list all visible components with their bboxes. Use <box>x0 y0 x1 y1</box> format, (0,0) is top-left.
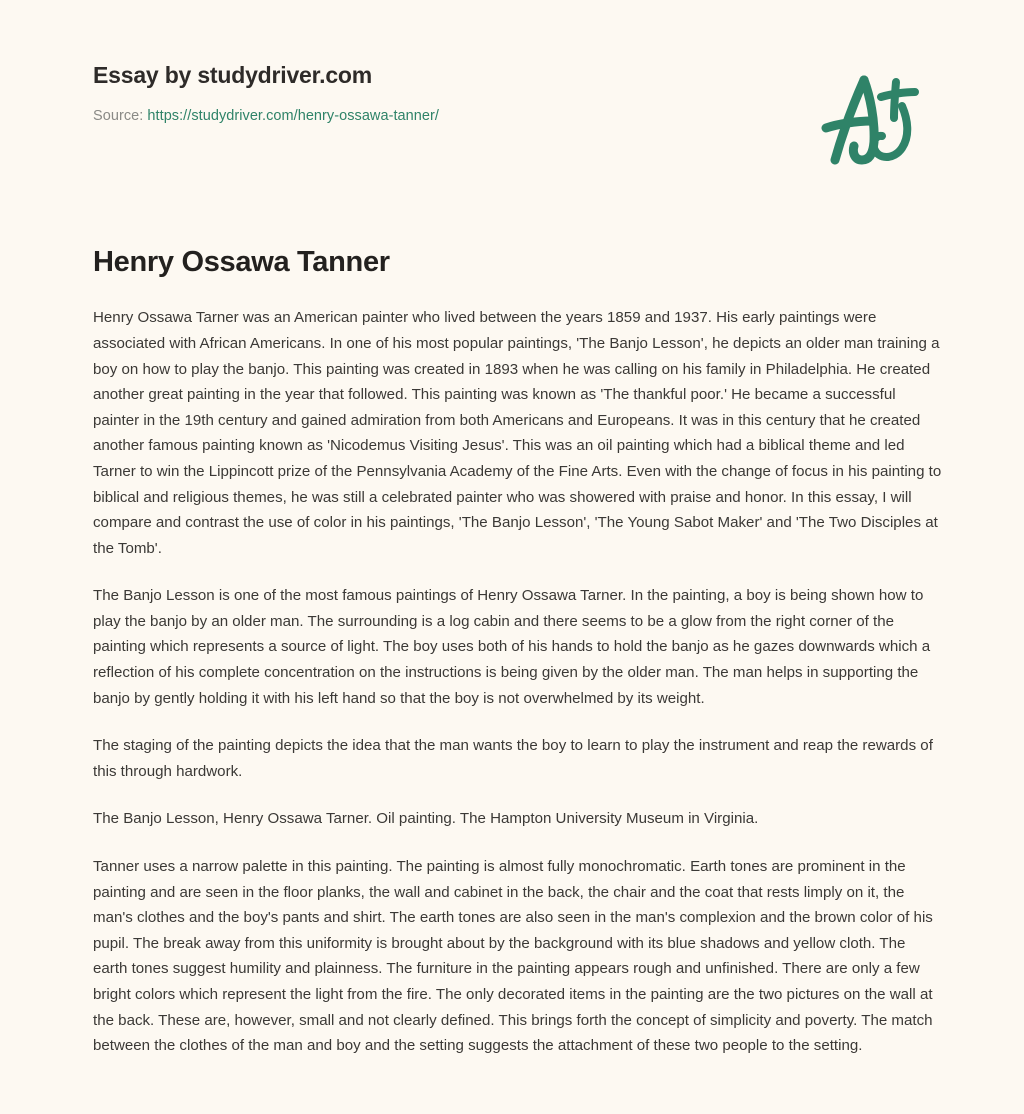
brand-heading: Essay by studydriver.com <box>93 62 373 88</box>
source-label: Source: <box>93 107 144 124</box>
a-plus-logo <box>812 68 932 172</box>
article-body <box>93 305 943 1058</box>
article <box>93 246 943 1059</box>
article-paragraph: Henry Ossawa Tarner was an American painter who lived between the years 1859 and 1937. His early paintings were associated with African Americans. In one of his most popular paintings, 'The Banjo Lesson', he depicts an older man training a boy on how to play the banjo. This painting was created in 1893 when he was calling on his family in Philadelphia. He created another great painting in the year that followed. This painting was known as 'The thankful poor.' He became a successful painter in the 19th century and gained admiration from both Americans and Europeans. It was in this century that he created another famous painting known as 'Nicodemus Visiting Jesus'. This was an oil painting which had a biblical theme and led Tarner to win the Lippincott prize of the Pennsylvania Academy of the Fine Arts. Even with the change of focus in his painting to biblical and religious themes, he was still a celebrated painter who was showered with praise and honor. In this essay, I will compare and contrast the use of color in his paintings, 'The Banjo Lesson', 'The Young Sabot Maker' and 'The Two Disciples at the Tomb'. <box>93 309 942 557</box>
a-plus-logo-icon <box>812 68 932 172</box>
article-paragraph: The staging of the painting depicts the idea that the man wants the boy to learn to play the instrument and reap the rewards of this through hardwork. <box>93 737 933 780</box>
page-title: Henry Ossawa Tanner <box>93 246 390 278</box>
article-paragraph: Tanner uses a narrow palette in this painting. The painting is almost fully monochromatic. Earth tones are prominent in the painting and are seen in the floor planks, the wall and cabinet in the back, the chair and the coat that rests limply on it, the man's clothes and the boy's pants and shirt. The earth tones are also seen in the man's complexion and the brown color of his pupil. The break away from this uniformity is brought about by the background with its blue shadows and yellow cloth. The earth tones suggest humility and plainness. The furniture in the painting appears rough and unfinished. There are only a few bright colors which represent the light from the fire. The only decorated items in the painting are the two pictures on the wall at the back. These are, however, small and not clearly defined. This brings forth the concept of simplicity and poverty. The match between the clothes of the man and boy and the setting suggests the attachment of these two people to the setting. <box>93 858 933 1055</box>
article-caption: The Banjo Lesson, Henry Ossawa Tarner. Oil painting. The Hampton University Museum in Virginia. <box>93 810 759 828</box>
article-paragraph: The Banjo Lesson is one of the most famous paintings of Henry Ossawa Tarner. In the painting, a boy is being shown how to play the banjo by an older man. The surrounding is a log cabin and there seems to be a glow from the right corner of the painting which represents a source of light. The boy uses both of his hands to hold the banjo as he gazes downwards which a reflection of his complete concentration on the instructions is being given by the older man. The man helps in supporting the banjo by gently holding it with his left hand so that the boy is not overwhelmed by its weight. <box>93 587 931 707</box>
source-url-link[interactable]: https://studydriver.com/henry-ossawa-tanner/ <box>147 107 439 124</box>
